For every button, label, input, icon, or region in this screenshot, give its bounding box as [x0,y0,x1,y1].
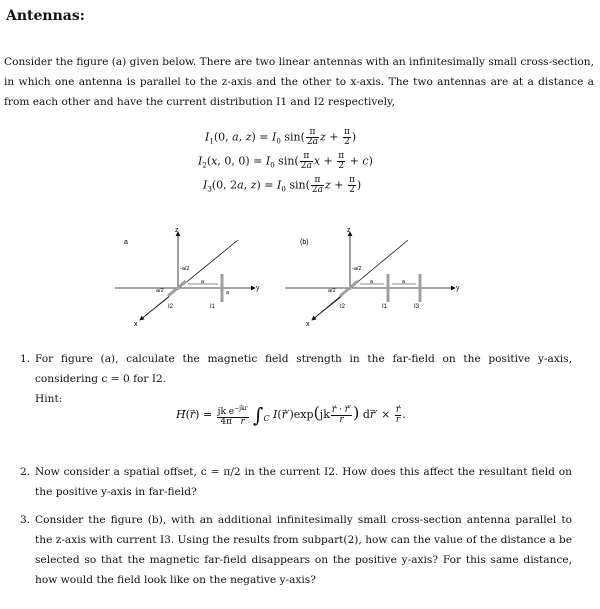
question-2-number: 2. [20,466,31,478]
I2-label-a: I2 [168,304,174,310]
intro-text: Consider the figure (a) given below. There are two linear antennas with an infinitesimally small cross-section, in which one antenna is parallel to the z-axis and the other to x-axis. The two antennas are at a distance a from each other and have the current distribution I1 and I2 respectively, [4,56,594,108]
antenna-I2-a [168,281,186,296]
hint-formula: H⃗(r⃗) = $\frac{jk e^{-jkr}}{\text{4π r}}$ $\int_C$ I(r⃗′)exp(jk $\frac{r⃗ \cdot r⃗'}{r}$ ) dr⃗′ × $\frac{r}{r}$ . [176,403,406,427]
figure-a [115,227,260,328]
I3-label-b: I3 [414,304,420,310]
figure-b [285,227,460,328]
question-2-text: Now consider a spatial offset, c = π/2 in the current I2. How does this affect the resultant field on the positive y-axis in far-field? [35,466,572,498]
y-axis-label-a: y [256,285,260,292]
question-1-text: For figure (a), calculate the magnetic field strength in the far-field on the positive y-axis, considering c = 0 for I2. [35,353,572,385]
a-label-b2: a [402,279,406,285]
I1-label-a: I1 [210,304,216,310]
antenna-figure [110,222,480,332]
I1-label-b: I1 [382,304,388,310]
figure-b-label: (b) [300,239,309,246]
question-3 [20,510,572,590]
question-3-number: 3. [20,514,31,526]
question-3-text: Consider the figure (b), with an additional infinitesimally small cross-section antenna parallel to the z-axis with current I3. Using the results from subpart(2), how can the value of the distance a be selected so that the magnetic far-field disappears on the positive y-axis? For this same distance, how would the field look like on the negative y-axis? [35,514,572,586]
equation-3: $I_3(0$, 2a, $z) = I_0$ sin( $\frac{\pi}{2a}$ z + $\frac{\pi}{2}$ ) [203,175,362,195]
section-heading: Antennas: [6,8,85,24]
a2-label-b: a/2 [328,288,336,294]
a2-label-a: a/2 [156,288,164,294]
figure-a-label: a [124,239,128,246]
hint-label: Hint: [35,393,63,405]
x-axis-label-a: x [134,321,138,328]
z-axis-label-a: z [175,227,179,234]
I2-label-b: I2 [340,304,346,310]
x-axis-a [140,296,170,320]
equation-1: $I_1(0$, a, $z) = I_0$ sin( $\frac{\pi}{2a}$ z + $\frac{\pi}{2}$ ) [205,127,357,147]
x-axis-label-b: x [306,321,310,328]
intro-paragraph [4,52,594,112]
a-label-side-a: a [226,290,230,296]
question-1 [20,349,572,409]
z-axis-label-b: z [347,227,351,234]
y-axis-label-b: y [456,285,460,292]
neg-a2-label-b: -a/2 [352,266,362,272]
a-label-b1: a [370,279,374,285]
question-2 [20,462,572,502]
a-label-a: a [201,279,205,285]
x-axis-b [312,296,342,320]
antenna-I2-b [340,281,358,296]
neg-a2-label-a: -a/2 [180,266,190,272]
question-1-number: 1. [20,353,31,365]
equation-2: $I_2(x$, 0, $0) = I_0$ sin( $\frac{\pi}{2a}$ x + $\frac{\pi}{2}$ + c) [198,151,373,171]
